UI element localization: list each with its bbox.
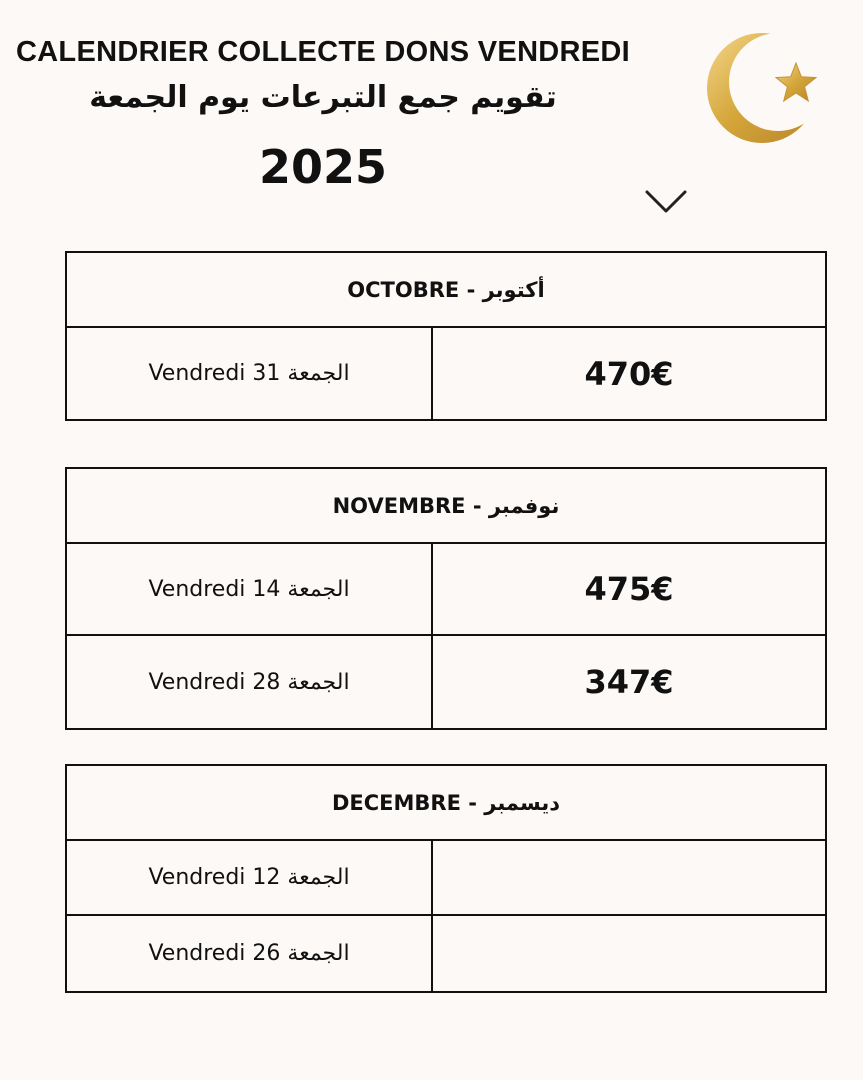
month-header <box>67 766 825 841</box>
page-title-year: 2025 <box>258 140 388 194</box>
table-row <box>67 328 825 419</box>
month-name-fr: NOVEMBRE <box>332 493 466 518</box>
date-ar: الجمعة <box>287 361 350 386</box>
month-header <box>67 253 825 328</box>
table-row <box>67 841 825 916</box>
amount-cell <box>433 916 825 991</box>
table-row <box>67 916 825 991</box>
date-ar: الجمعة <box>287 865 350 890</box>
date-cell <box>67 916 433 991</box>
date-prefix: Vendredi <box>148 576 246 602</box>
month-name-ar: نوفمبر <box>488 493 560 518</box>
month-header <box>67 469 825 544</box>
table-row <box>67 544 825 636</box>
crescent-star-icon <box>706 30 824 146</box>
amount-cell: 475€ <box>584 570 674 608</box>
month-table-december <box>65 764 827 993</box>
page-title-fr: CALENDRIER COLLECTE DONS VENDREDI <box>15 36 631 68</box>
table-row <box>67 636 825 728</box>
month-name-ar: ديسمبر <box>484 790 561 815</box>
month-separator: - <box>468 790 477 815</box>
date-ar: الجمعة <box>287 941 350 966</box>
date-ar: الجمعة <box>287 669 350 695</box>
date-prefix: Vendredi <box>148 865 246 890</box>
date-prefix: Vendredi <box>148 361 246 386</box>
date-day: 31 <box>252 361 281 386</box>
month-name-ar: أكتوبر <box>482 277 545 302</box>
amount-cell: 470€ <box>584 354 674 393</box>
amount-cell <box>433 841 825 914</box>
date-day: 12 <box>252 865 281 890</box>
date-cell <box>67 328 433 419</box>
date-cell <box>67 841 433 914</box>
chevron-down-icon[interactable] <box>643 186 689 218</box>
date-day: 26 <box>252 941 281 966</box>
month-table-october <box>65 251 827 421</box>
date-day: 28 <box>252 669 281 695</box>
month-name-fr: DECEMBRE <box>331 790 461 815</box>
date-day: 14 <box>252 576 281 602</box>
month-separator: - <box>472 493 482 518</box>
month-table-november <box>65 467 827 730</box>
month-name-fr: OCTOBRE <box>347 277 460 302</box>
date-ar: الجمعة <box>287 576 350 602</box>
amount-cell: 347€ <box>584 663 674 701</box>
date-cell <box>67 636 433 728</box>
date-prefix: Vendredi <box>148 669 246 695</box>
page-title-ar: تقويم جمع التبرعات يوم الجمعة <box>89 80 557 115</box>
date-cell <box>67 544 433 634</box>
month-separator: - <box>466 277 476 302</box>
date-prefix: Vendredi <box>148 941 246 966</box>
